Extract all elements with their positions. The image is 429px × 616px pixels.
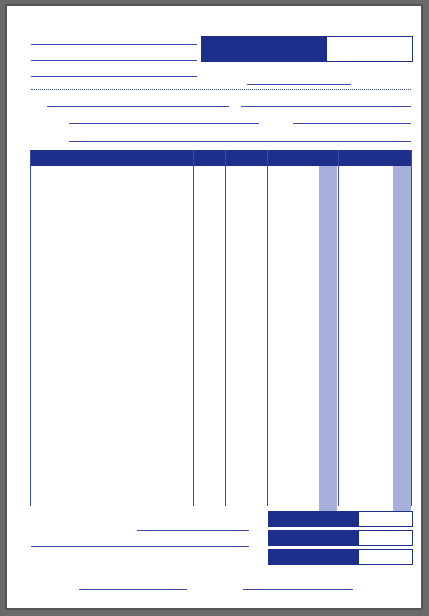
- table-divider-unit: [193, 150, 194, 506]
- edrpou-line: [69, 123, 259, 124]
- supplier-label: [20, 36, 30, 96]
- table-divider-price: [267, 150, 268, 506]
- sum-shade: [393, 166, 411, 511]
- title-fill: [202, 37, 327, 61]
- mfo-line: [293, 123, 411, 124]
- col-header-qty: [226, 150, 267, 166]
- summary-vat-value: [358, 530, 413, 546]
- total-words-line-1: [137, 530, 249, 531]
- col-header-sum: [339, 150, 412, 166]
- title-bar: [201, 36, 413, 62]
- summary-with-vat-value: [358, 549, 413, 565]
- date-line: [247, 84, 351, 85]
- summary-total: [268, 511, 413, 527]
- dotted-separator: [31, 89, 411, 91]
- table-border-left: [30, 150, 31, 506]
- supplier-line-1: [31, 44, 197, 45]
- table-divider-sum: [338, 150, 339, 506]
- supplier-line-2: [31, 60, 197, 61]
- col-header-name: [30, 150, 193, 166]
- summary-total-value: [358, 511, 413, 527]
- accountant-signature-line: [243, 589, 353, 590]
- director-signature-line: [79, 589, 187, 590]
- table-border-right: [411, 150, 412, 506]
- table-divider-qty: [225, 150, 226, 506]
- summary-with-vat: [268, 549, 413, 565]
- account-line: [47, 106, 229, 107]
- total-words-line-2: [31, 546, 249, 547]
- summary-vat: [268, 530, 413, 546]
- col-header-price: [268, 150, 338, 166]
- invoice-form: [7, 6, 421, 608]
- price-shade: [319, 166, 337, 511]
- supplier-line-3: [31, 76, 197, 77]
- bank-line: [241, 106, 411, 107]
- col-header-unit: [194, 150, 225, 166]
- payer-line: [69, 141, 411, 142]
